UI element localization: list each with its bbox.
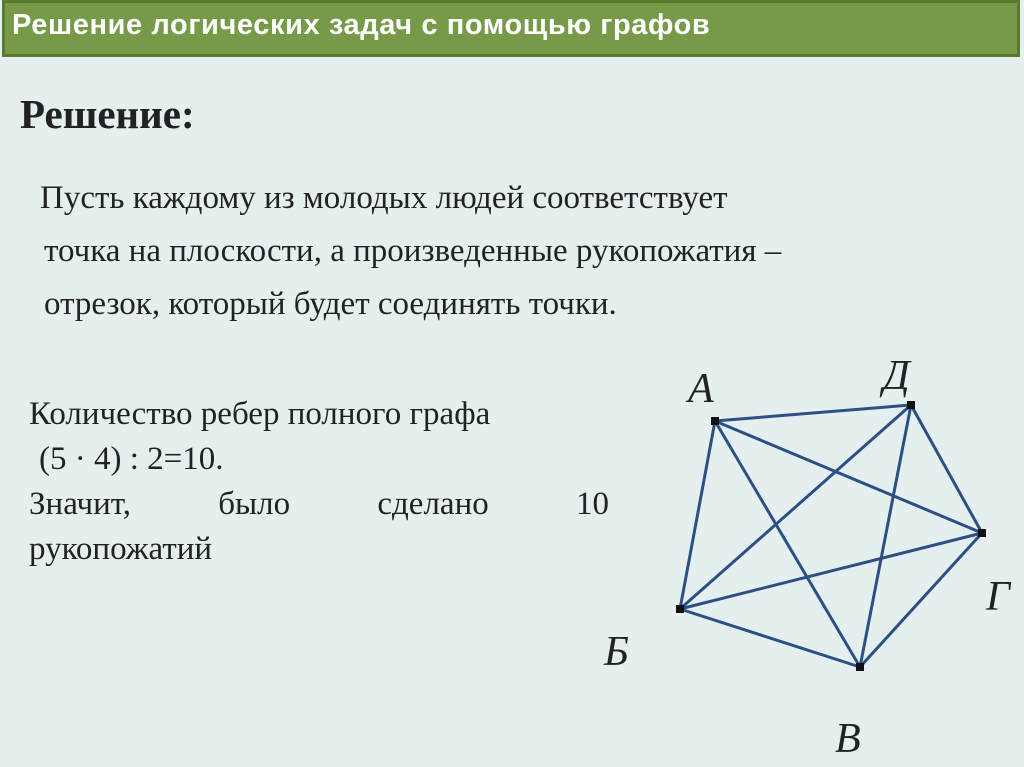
vertex-label-B: Б <box>604 629 629 675</box>
explanation-line: рукопожатий <box>29 531 213 567</box>
graph-edge-G-B <box>680 533 982 609</box>
graph-vertex-A <box>711 417 719 425</box>
graph-edge-A-D <box>715 405 911 421</box>
graph-vertex-G <box>978 529 986 537</box>
word: 10 <box>575 486 609 522</box>
graph-edge-A-G <box>715 421 982 533</box>
graph-edge-D-G <box>911 405 982 533</box>
word: сделано <box>377 486 489 522</box>
graph-vertex-V <box>856 663 864 671</box>
graph-edge-A-V <box>715 421 860 667</box>
paragraph-line: Пусть каждому из молодых людей соответствует <box>40 180 728 216</box>
paragraph-line: точка на плоскости, а произведенные рукопожатия – <box>44 233 782 269</box>
solution-heading: Решение: <box>20 91 195 137</box>
graph-edges <box>680 405 982 667</box>
paragraph-line: отрезок, который будет соединять точки. <box>44 286 617 322</box>
graph-vertex-B <box>676 605 684 613</box>
explanation-line: Количество ребер полного графа <box>29 396 491 432</box>
edge-count-formula: (5 · 4) : 2=10. <box>39 441 224 477</box>
graph-vertices <box>676 401 986 671</box>
vertex-label-V: В <box>835 716 861 762</box>
graph-edge-G-V <box>860 533 982 667</box>
graph-edge-V-B <box>680 609 860 667</box>
word: Значит, <box>29 486 131 522</box>
word: было <box>218 486 291 522</box>
vertex-label-A: А <box>688 366 714 412</box>
graph-vertex-D <box>907 401 915 409</box>
slide-title: Решение логических задач с помощью графов <box>12 9 711 41</box>
vertex-label-D: Д <box>883 353 910 399</box>
vertex-label-G: Г <box>986 574 1010 620</box>
